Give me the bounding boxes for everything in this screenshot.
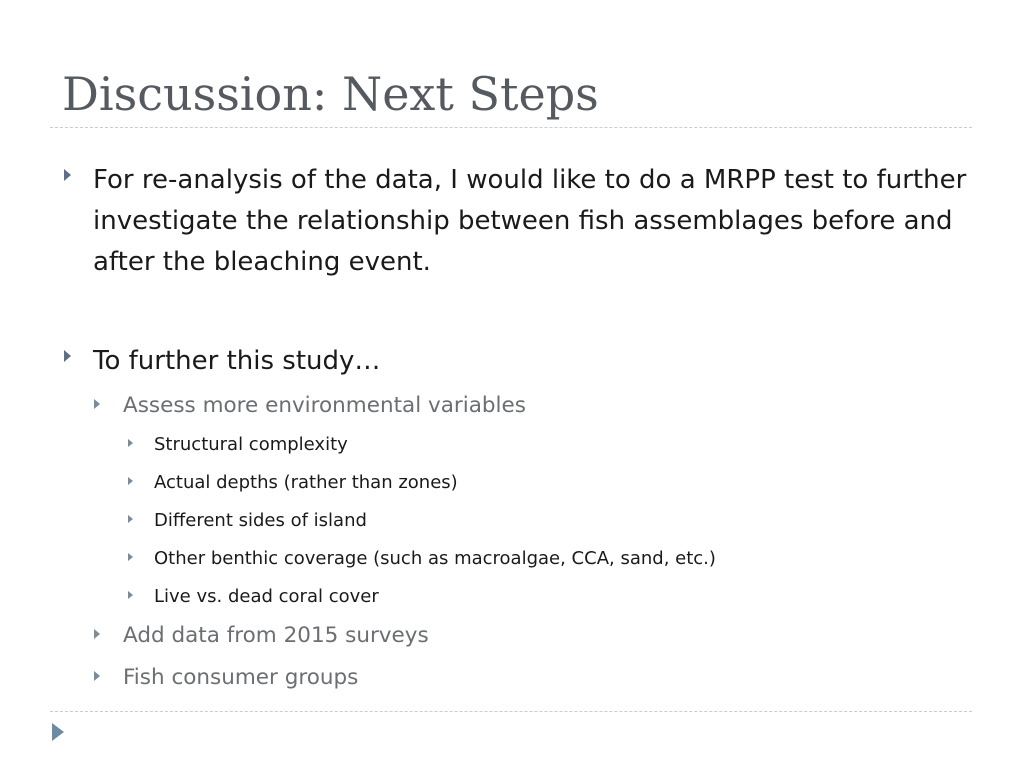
triangle-right-icon — [128, 591, 133, 599]
bullet-text: For re-analysis of the data, I would like to do a MRPP test to further investigate the relationship between fish assemblages before and after the bleaching event. — [93, 165, 967, 277]
bullet-text: To further this study… — [93, 346, 381, 376]
triangle-right-icon — [128, 477, 133, 485]
sub-bullet-text: Assess more environmental variables — [123, 393, 526, 418]
triangle-right-icon — [128, 515, 133, 523]
sub-sub-bullet-text: Structural complexity — [154, 434, 348, 455]
sub-bullet-text: Fish consumer groups — [123, 665, 359, 690]
next-slide-icon[interactable] — [52, 723, 64, 741]
footer-divider — [50, 711, 972, 712]
triangle-right-icon — [94, 399, 100, 409]
slide-title: Discussion: Next Steps — [62, 67, 599, 121]
triangle-right-icon — [94, 629, 100, 639]
sub-sub-bullet-text: Actual depths (rather than zones) — [154, 472, 458, 493]
sub-bullet-text: Add data from 2015 surveys — [123, 623, 429, 648]
sub-sub-bullet-text: Live vs. dead coral cover — [154, 586, 379, 607]
triangle-right-icon — [64, 350, 71, 362]
triangle-right-icon — [128, 439, 133, 447]
sub-sub-bullet-text: Other benthic coverage (such as macroalgae, CCA, sand, etc.) — [154, 548, 716, 569]
triangle-right-icon — [64, 169, 71, 181]
sub-sub-bullet-text: Different sides of island — [154, 510, 367, 531]
triangle-right-icon — [128, 553, 133, 561]
triangle-right-icon — [94, 671, 100, 681]
